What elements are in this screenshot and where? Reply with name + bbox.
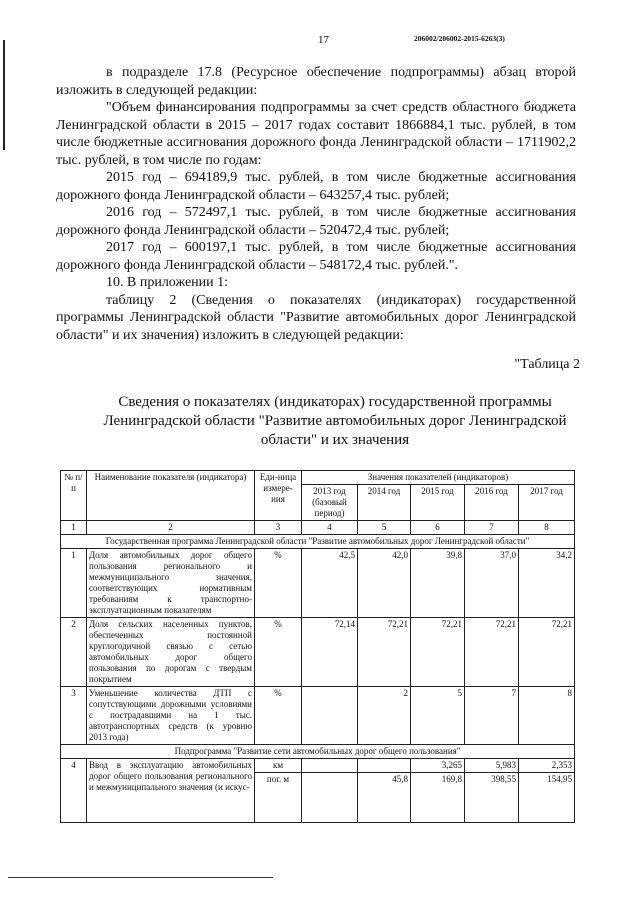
header-2016: 2016 год: [465, 485, 519, 521]
row-value-2015: 5: [411, 687, 465, 745]
header-name: Наименование показателя (индикатора): [87, 471, 255, 521]
row-value-2014: [358, 759, 411, 773]
row-value-2013: 72,14: [302, 618, 358, 687]
body-text: [56, 64, 576, 344]
column-number: 7: [465, 521, 519, 535]
row-value-2014: 2: [358, 687, 411, 745]
column-number: 8: [519, 521, 575, 535]
row-num: 2: [61, 618, 87, 687]
row-value-2013: [302, 759, 358, 773]
header-2015: 2015 год: [411, 485, 465, 521]
row-name: Доля сельских населенных пунктов, обеспеченных постоянной круглогодичной связью с сетью автомобильных дорог общего пользования по дорогам с твердым покрытием: [87, 618, 255, 687]
header-2017: 2017 год: [519, 485, 575, 521]
row-value-2014: 45,8: [358, 773, 411, 823]
paragraph-2017: 2017 год – 600197,1 тыс. рублей, в том числе бюджетные ассигнования дорожного фонда Ленинградской области – 548172,4 тыс. рублей.".: [56, 240, 576, 273]
table-header-row: [61, 471, 575, 485]
row-value-2014: 72,21: [358, 618, 411, 687]
column-number: 4: [302, 521, 358, 535]
scan-margin-mark: [3, 40, 5, 150]
row-value-2017: 34,2: [519, 549, 575, 618]
row-unit: пог. м: [255, 773, 302, 823]
row-num: 4: [61, 759, 87, 823]
paragraph-appendix: 10. В приложении 1:: [106, 275, 229, 290]
table-row: [61, 687, 575, 745]
row-value-2016: 37,0: [465, 549, 519, 618]
section-row: [61, 535, 575, 549]
row-name: Доля автомобильных дорог общего пользования регионального и межмуниципального значения, соответствующих нормативным требованиям к транспортно-эксплуатационным показателям: [87, 549, 255, 618]
page-number: 17: [318, 34, 329, 46]
row-value-2017: 154,95: [519, 773, 575, 823]
row-value-2017: 8: [519, 687, 575, 745]
column-number: 3: [255, 521, 302, 535]
row-value-2013: [302, 687, 358, 745]
table-title: Сведения о показателях (индикаторах) государственной программы Ленинградской области "Развитие автомобильных дорог Ленинградской области" и их значения: [103, 394, 567, 448]
column-numbers-row: [61, 521, 575, 535]
row-value-2015: 3,265: [411, 759, 465, 773]
header-num: № п/п: [61, 471, 87, 521]
column-number: 5: [358, 521, 411, 535]
column-number: 1: [61, 521, 87, 535]
row-unit: %: [255, 687, 302, 745]
row-value-2017: 72,21: [519, 618, 575, 687]
row-num: 1: [61, 549, 87, 618]
section-row: [61, 745, 575, 759]
row-value-2016: 7: [465, 687, 519, 745]
row-value-2017: 2,353: [519, 759, 575, 773]
header-2013: 2013 год (базовый период): [302, 485, 358, 521]
row-value-2015: 72,21: [411, 618, 465, 687]
column-number: 2: [87, 521, 255, 535]
row-name: Уменьшение количества ДТП с сопутствующими дорожными условиями с пострадавшими на 1 тыс. автотранспортных средств (к уровню 2013 года): [87, 687, 255, 745]
header-2014: 2014 год: [358, 485, 411, 521]
row-unit: %: [255, 618, 302, 687]
table-row: [61, 549, 575, 618]
indicators-table: [60, 470, 575, 823]
row-unit: %: [255, 549, 302, 618]
table-label: "Таблица 2: [514, 357, 580, 372]
row-value-2016: 398,55: [465, 773, 519, 823]
bottom-rule: [8, 877, 273, 878]
paragraph-2015: 2015 год – 694189,9 тыс. рублей, в том числе бюджетные ассигнования дорожного фонда Ленинградской области – 643257,4 тыс. рублей;: [56, 170, 576, 203]
row-unit: км: [255, 759, 302, 773]
paragraph-financing-total: "Объем финансирования подпрограммы за счет средств областного бюджета Ленинградской области в 2015 – 2017 годах составит 1866884,1 тыс. рублей, в том числе бюджетные ассигнования дорожного фонда Ленинградской области – 1711902,2 тыс. рублей, в том числе по годам:: [56, 100, 576, 168]
row-value-2015: 169,8: [411, 773, 465, 823]
column-number: 6: [411, 521, 465, 535]
header-unit: Еди-ница измере-ния: [255, 471, 302, 521]
row-value-2016: 5,983: [465, 759, 519, 773]
row-value-2013: 42,5: [302, 549, 358, 618]
row-value-2016: 72,21: [465, 618, 519, 687]
section-subprogram-title: Подпрограмма "Развитие сети автомобильных дорог общего пользования": [61, 745, 575, 759]
paragraph-table-instruction: таблицу 2 (Сведения о показателях (индикаторах) государственной программы Ленинградской области "Развитие автомобильных дорог Ленинградской области" и их значения) изложить в следующей редакции:: [56, 292, 576, 343]
table-row: [61, 759, 575, 773]
row-value-2015: 39,8: [411, 549, 465, 618]
paragraph-2016: 2016 год – 572497,1 тыс. рублей, в том числе бюджетные ассигнования дорожного фонда Ленинградской области – 520472,4 тыс. рублей;: [56, 205, 576, 238]
row-value-2013: [302, 773, 358, 823]
document-code: 206002/206002-2015-6263(3): [414, 34, 505, 43]
section-program-title: Государственная программа Ленинградской области "Развитие автомобильных дорог Ленинградской области": [61, 535, 575, 549]
row-num: 3: [61, 687, 87, 745]
paragraph-subsection: в подразделе 17.8 (Ресурсное обеспечение подпрограммы) абзац второй изложить в следующей редакции:: [56, 65, 576, 98]
header-values-group: Значения показателей (индикаторов): [302, 471, 575, 485]
row-name: Ввод в эксплуатацию автомобильных дорог общего пользования регионального и межмуниципального значения (и искус-: [87, 759, 255, 823]
table-row: [61, 618, 575, 687]
row-value-2014: 42,0: [358, 549, 411, 618]
